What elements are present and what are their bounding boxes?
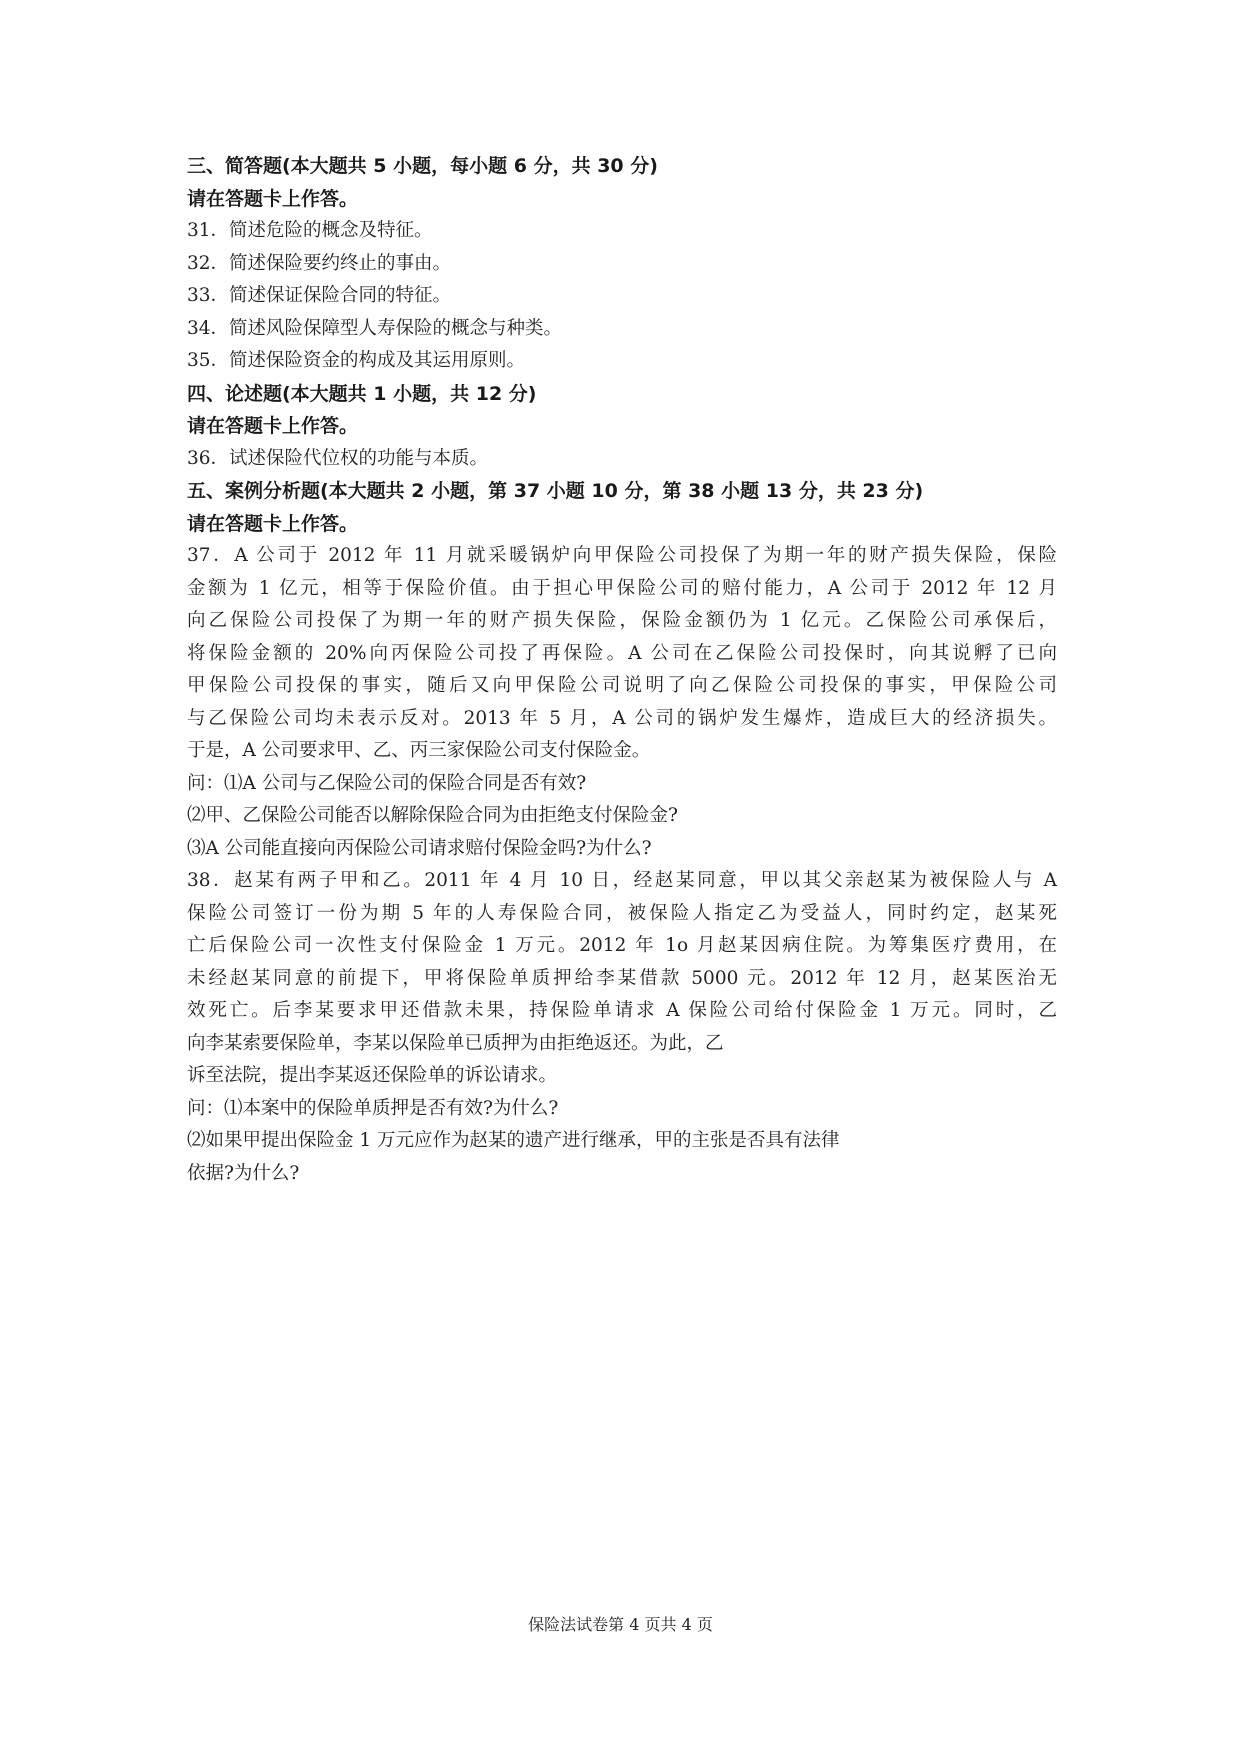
- case-38-line: 亡后保险公司一次性支付保险金 1 万元。2012 年 1o 月赵某因病住院。为筹集医疗费用，在: [187, 935, 1057, 956]
- section-heading-short-answer: 三、简答题(本大题共 5 小题，每小题 6 分，共 30 分): [187, 155, 658, 177]
- case-37-line: 与乙保险公司均未表示反对。2013 年 5 月，A 公司的锅炉发生爆炸，造成巨大的经济损失。: [187, 707, 1057, 729]
- question-34: 34．简述风险保障型人寿保险的概念与种类。: [187, 317, 563, 339]
- case-37-line: 向乙保险公司投保了为期一年的财产损失保险，保险金额仍为 1 亿元。乙保险公司承保后，: [187, 610, 1057, 631]
- case-37-line: 将保险金额的 20%向丙保险公司投了再保险。A 公司在乙保险公司投保时，向其说孵了已向: [187, 642, 1057, 664]
- case-38-line: 向李某索要保险单，李某以保险单已质押为由拒绝返还。为此，乙: [187, 1032, 724, 1054]
- case-38-line: 诉至法院，提出李某返还保险单的诉讼请求。: [187, 1065, 558, 1086]
- question-32: 32．简述保险要约终止的事由。: [187, 252, 452, 274]
- question-36: 36．试述保险代位权的功能与本质。: [187, 447, 489, 469]
- question-33: 33．简述保证保险合同的特征。: [187, 285, 452, 306]
- case-38-line: 效死亡。后李某要求甲还借款未果，持保险单请求 A 保险公司给付保险金 1 万元。同时，乙: [187, 1000, 1058, 1021]
- question-35: 35．简述保险资金的构成及其运用原则。: [187, 350, 526, 371]
- case-37-question-1: 问：⑴A 公司与乙保险公司的保险合同是否有效?: [187, 772, 587, 794]
- case-37-question-2: ⑵甲、乙保险公司能否以解除保险合同为由拒绝支付保险金?: [187, 805, 678, 826]
- case-37-line: 甲保险公司投保的事实，随后又向甲保险公司说明了向乙保险公司投保的事实，甲保险公司: [187, 675, 1057, 696]
- section-instruction: 请在答题卡上作答。: [187, 512, 359, 535]
- case-37-question-3: ⑶A 公司能直接向丙保险公司请求赔付保险金吗?为什么?: [187, 837, 652, 859]
- section-instruction: 请在答题卡上作答。: [187, 187, 359, 210]
- case-38-text: [187, 865, 1057, 1093]
- exam-content: [187, 150, 1057, 1190]
- case-38-line: 未经赵某同意的前提下，甲将保险单质押给李某借款 5000 元。2012 年 12 月，赵某医治无: [187, 967, 1057, 989]
- section-instruction: 请在答题卡上作答。: [187, 415, 359, 437]
- case-38-line: 保险公司签订一份为期 5 年的人寿保险合同，被保险人指定乙为受益人，同时约定，赵某死: [187, 902, 1057, 924]
- question-31: 31．简述危险的概念及特征。: [187, 220, 433, 241]
- case-37-line: 金额为 1 亿元，相等于保险价值。由于担心甲保险公司的赔付能力，A 公司于 2012 年 12 月: [187, 577, 1057, 599]
- case-37-line: 于是，A 公司要求甲、乙、丙三家保险公司支付保险金。: [187, 740, 651, 761]
- page-footer: 保险法试卷第 4 页共 4 页: [528, 1615, 713, 1634]
- case-37-line: 37．A 公司于 2012 年 11 月就采暖锅炉向甲保险公司投保了为期一年的财产损失保险，保险: [187, 545, 1057, 566]
- case-38-question-2: ⑵如果甲提出保险金 1 万元应作为赵某的遗产进行继承，甲的主张是否具有法律: [187, 1130, 840, 1151]
- section-heading-essay: 四、论述题(本大题共 1 小题，共 12 分): [187, 382, 537, 405]
- section-heading-case-analysis: 五、案例分析题(本大题共 2 小题，第 37 小题 10 分，第 38 小题 13 分，共 23 分): [187, 480, 924, 502]
- case-37-text: [187, 540, 1057, 768]
- case-38-question-2-cont: 依据?为什么?: [187, 1162, 300, 1184]
- case-38-question-1: 问：⑴本案中的保险单质押是否有效?为什么?: [187, 1097, 559, 1119]
- case-38-line: 38．赵某有两子甲和乙。2011 年 4 月 10 日，经赵某同意，甲以其父亲赵某为被保险人与 A: [187, 870, 1057, 891]
